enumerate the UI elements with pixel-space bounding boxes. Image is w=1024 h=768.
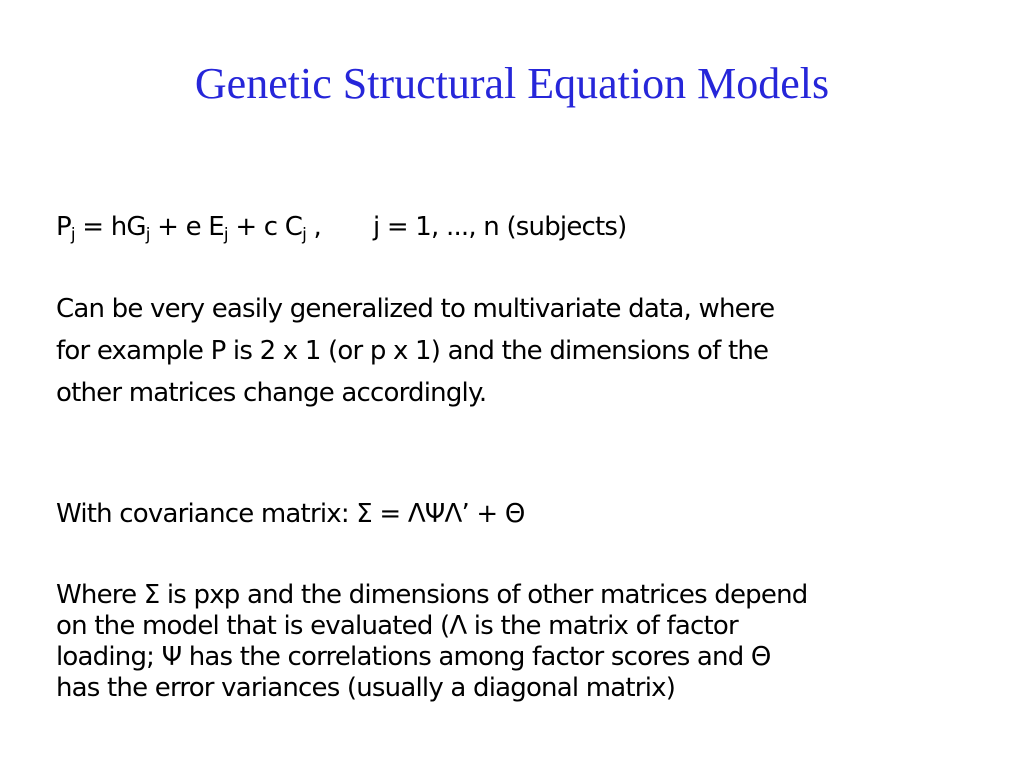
generalization-paragraph (56, 288, 774, 414)
paragraph-line: for example P is 2 x 1 (or p x 1) and the dimensions of the (56, 336, 769, 366)
equation-e-term: + e E (149, 212, 224, 242)
equation-p-subscript: j (70, 225, 75, 245)
paragraph-line: Can be very easily generalized to multivariate data, where (56, 294, 775, 324)
slide-title: Genetic Structural Equation Models (194, 59, 830, 108)
equation-hg: = hG (74, 212, 146, 242)
equation-c-subscript: j (302, 225, 307, 245)
model-equation (56, 210, 627, 244)
matrix-dimensions-paragraph (56, 580, 1016, 704)
equation-e-subscript: j (223, 225, 228, 245)
paragraph-line: Where Σ is pxp and the dimensions of other matrices depend (56, 580, 808, 610)
paragraph-line: has the error variances (usually a diagonal matrix) (56, 673, 676, 703)
paragraph-line: loading; Ψ has the correlations among factor scores and Θ (56, 642, 771, 672)
covariance-matrix-line: With covariance matrix: Σ = ΛΨΛ’ + Θ (56, 499, 525, 529)
paragraph-line: other matrices change accordingly. (56, 378, 487, 408)
equation-c-term: + c C (227, 212, 303, 242)
paragraph-line: on the model that is evaluated (Λ is the matrix of factor (56, 611, 738, 641)
equation-p: P (56, 212, 71, 242)
equation-comma: , (306, 212, 321, 242)
equation-range: j = 1, ..., n (subjects) (372, 212, 627, 242)
equation-g-subscript: j (145, 225, 150, 245)
